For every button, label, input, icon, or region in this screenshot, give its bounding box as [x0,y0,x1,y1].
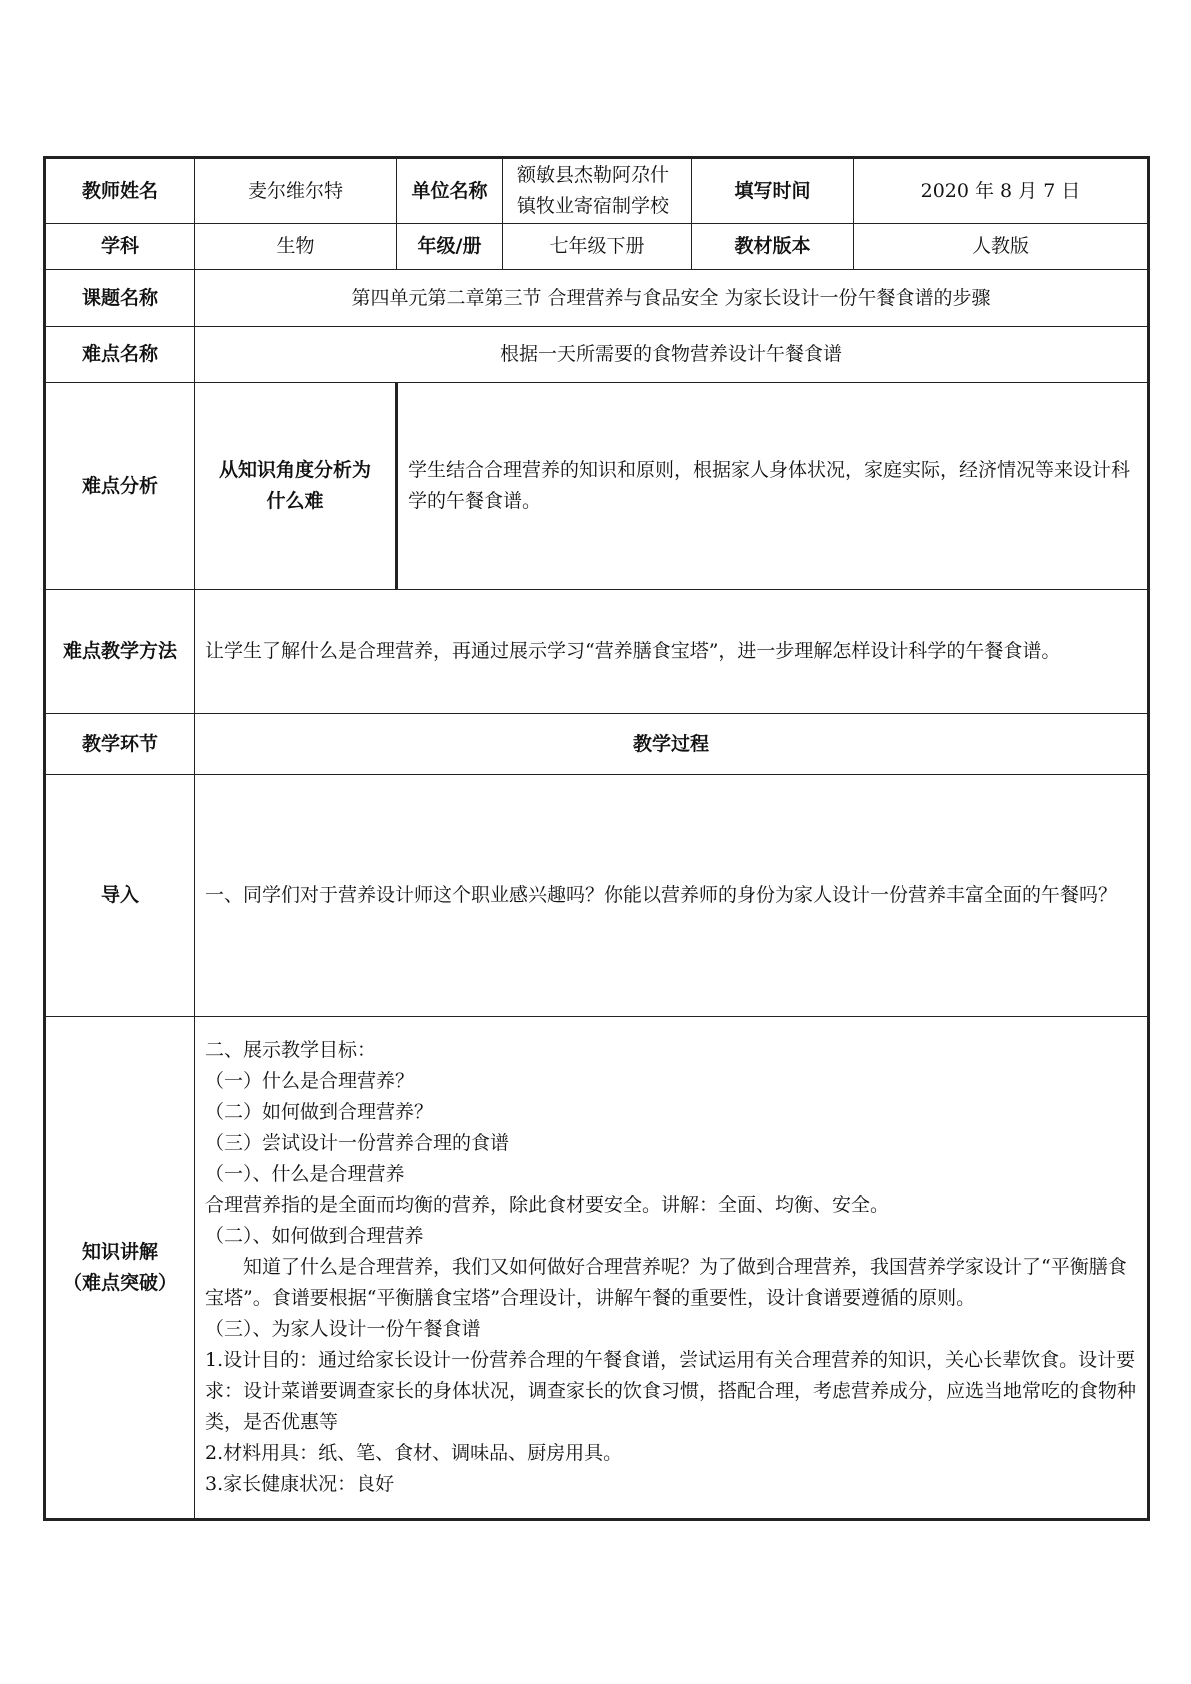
process-header-row [45,714,1149,775]
knowledge-line: （二）、如何做到合理营养 [205,1225,424,1247]
difficulty-row [45,327,1149,383]
method-label: 难点教学方法 [45,590,195,714]
stage-header-label: 教学环节 [45,714,195,775]
analysis-row [45,383,1149,590]
header-row-1 [45,158,1149,224]
knowledge-line: 二、展示教学目标： [205,1039,377,1061]
knowledge-line: （二）如何做到合理营养？ [205,1101,434,1123]
knowledge-row [45,1017,1149,1520]
unit-value-line2: 镇牧业寄宿制学校 [517,195,670,217]
knowledge-line: （三）、为家人设计一份午餐食谱 [205,1318,481,1340]
knowledge-line: 合理营养指的是全面而均衡的营养，除此食材要安全。讲解：全面、均衡、安全。 [205,1194,890,1216]
lesson-plan-table [43,156,1150,1521]
intro-value: 一、同学们对于营养设计师这个职业感兴趣吗？你能以营养师的身份为家人设计一份营养丰富全面的午餐吗？ [195,775,1149,1017]
knowledge-line: （一）、什么是合理营养 [205,1163,405,1185]
analysis-sub-label [195,383,397,590]
analysis-sub-label-line1: 从知识角度分析为 [218,459,371,481]
unit-value [503,158,692,224]
knowledge-line: 知道了什么是合理营养，我们又如何做好合理营养呢？为了做到合理营养，我国营养学家设计了“平衡膳食宝塔”。食谱要根据“平衡膳食宝塔”合理设计，讲解午餐的重要性，设计食谱要遵循的原则。 [205,1256,1127,1309]
topic-label: 课题名称 [45,270,195,327]
knowledge-line: 3.家长健康状况：良好 [205,1473,395,1495]
analysis-label: 难点分析 [45,383,195,590]
unit-label: 单位名称 [397,158,503,224]
intro-label: 导入 [45,775,195,1017]
knowledge-label [45,1017,195,1520]
edition-label: 教材版本 [692,224,854,270]
knowledge-line: （一）什么是合理营养？ [205,1070,415,1092]
knowledge-line: 2.材料用具：纸、笔、食材、调味品、厨房用具。 [205,1442,623,1464]
date-label: 填写时间 [692,158,854,224]
method-value: 让学生了解什么是合理营养，再通过展示学习“营养膳食宝塔”，进一步理解怎样设计科学的午餐食谱。 [195,590,1149,714]
difficulty-value: 根据一天所需要的食物营养设计午餐食谱 [195,327,1149,383]
analysis-value: 学生结合合理营养的知识和原则，根据家人身体状况，家庭实际，经济情况等来设计科学的午餐食谱。 [397,383,1149,590]
topic-row [45,270,1149,327]
intro-row [45,775,1149,1017]
process-header-label: 教学过程 [195,714,1149,775]
unit-value-line1: 额敏县杰勒阿尕什 [517,164,670,186]
analysis-sub-label-line2: 什么难 [266,490,324,512]
date-value: 2020 年 8 月 7 日 [854,158,1149,224]
topic-value: 第四单元第二章第三节 合理营养与食品安全 为家长设计一份午餐食谱的步骤 [195,270,1149,327]
knowledge-content [195,1017,1149,1520]
header-row-2 [45,224,1149,270]
subject-value: 生物 [195,224,397,270]
knowledge-label-line2: （难点突破） [62,1271,177,1294]
knowledge-line: （三）尝试设计一份营养合理的食谱 [205,1132,510,1154]
knowledge-line: 1.设计目的：通过给家长设计一份营养合理的午餐食谱，尝试运用有关合理营养的知识，关心长辈饮食。设计要求：设计菜谱要调查家长的身体状况，调查家长的饮食习惯，搭配合理，考虑营养成分，应选当地常吃的食物种类，是否优惠等 [205,1349,1137,1433]
subject-label: 学科 [45,224,195,270]
edition-value: 人教版 [854,224,1149,270]
teacher-value: 麦尔维尔特 [195,158,397,224]
difficulty-label: 难点名称 [45,327,195,383]
grade-label: 年级/册 [397,224,503,270]
method-row [45,590,1149,714]
knowledge-label-line1: 知识讲解 [81,1240,158,1263]
grade-value: 七年级下册 [503,224,692,270]
teacher-label: 教师姓名 [45,158,195,224]
